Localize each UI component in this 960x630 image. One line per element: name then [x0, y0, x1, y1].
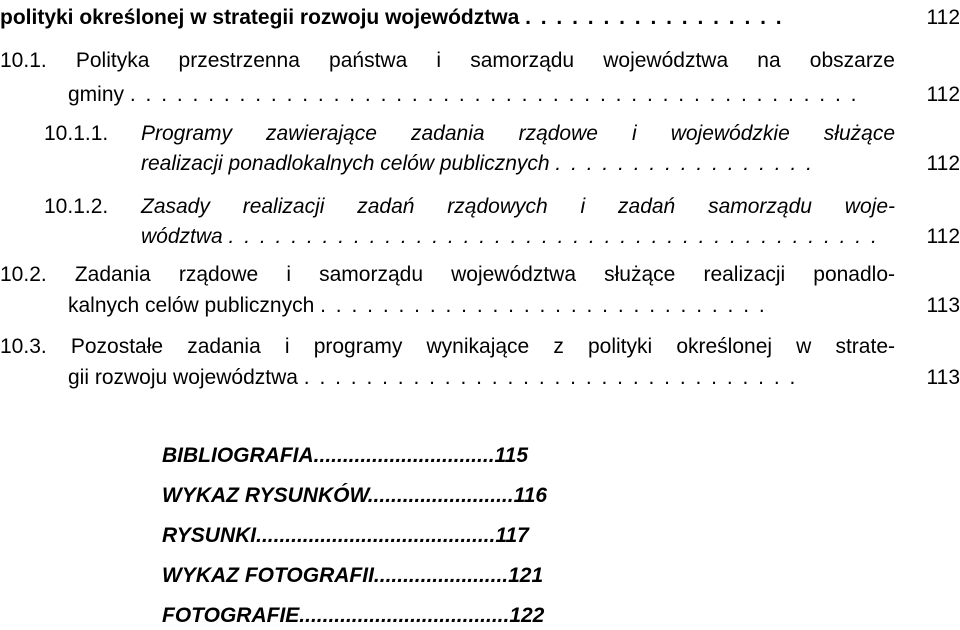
- toc-entry-text: wództwa: [141, 225, 223, 248]
- toc-entry-10-1: 10.1. Polityka przestrzenna państwa i samorządu województwa na obszarze: [0, 49, 895, 72]
- toc-entry-text: polityki określonej w strategii rozwoju województwa: [0, 6, 520, 29]
- toc-dot-leader: . . . . . . . . . . . . . . . . .: [525, 6, 784, 29]
- toc-entry-10-1-2-cont: [141, 223, 879, 251]
- toc-entry-text: kalnych celów publicznych: [68, 294, 315, 317]
- toc-fotografie: FOTOGRAFIE....................................122: [162, 604, 545, 627]
- page-number: 113: [926, 366, 960, 389]
- toc-entry-number: 10.1.1.: [44, 122, 109, 145]
- toc-entry-text: realizacji ponadlokalnych celów publicznych: [141, 152, 550, 175]
- toc-rysunki: RYSUNKI.........................................117: [162, 524, 529, 547]
- toc-entry-title: [0, 4, 784, 32]
- toc-dot-leader: . . . . . . . . . . . . . . . . . . . . . . . . . . . . . . . . . . . . . . . . . .: [228, 225, 879, 248]
- page-number: 112: [926, 152, 960, 175]
- toc-dot-leader: . . . . . . . . . . . . . . . . . . . . . . . . . . . . . . . . . . . . . . . . . . . . . . .: [129, 83, 859, 106]
- toc-entry-number: 10.1.2.: [44, 195, 109, 218]
- toc-entry-10-3-cont: [68, 364, 797, 392]
- toc-entry-10-1-2: Zasady realizacji zadań rządowych i zadań samorządu woje-: [141, 195, 895, 218]
- page-number: 113: [926, 294, 960, 317]
- page-number: 112: [926, 225, 960, 248]
- toc-wykaz-fotografii: WYKAZ FOTOGRAFII.......................121: [162, 564, 544, 587]
- toc-bibliografia: BIBLIOGRAFIA...............................115: [162, 444, 529, 467]
- toc-entry-text: gii rozwoju województwa: [68, 366, 298, 389]
- toc-dot-leader: . . . . . . . . . . . . . . . . . . . . . . . . . . . . . . . .: [303, 366, 798, 389]
- page-number: 112: [926, 6, 960, 29]
- toc-wykaz-rysunkow: WYKAZ RYSUNKÓW.........................116: [162, 484, 548, 507]
- page-number: 112: [926, 83, 960, 106]
- toc-entry-text: gminy: [68, 83, 125, 106]
- toc-dot-leader: . . . . . . . . . . . . . . . . . . . . . . . . . . . . .: [320, 294, 767, 317]
- toc-entry-10-3: 10.3. Pozostałe zadania i programy wynikające z polityki określonej w strate-: [0, 335, 895, 358]
- toc-entry-10-2-cont: [68, 292, 767, 320]
- toc-entry-10-2: 10.2. Zadania rządowe i samorządu województwa służące realizacji ponadlo-: [0, 263, 895, 286]
- toc-dot-leader: . . . . . . . . . . . . . . . . .: [555, 152, 814, 175]
- toc-entry-10-1-1-cont: [141, 150, 814, 178]
- toc-entry-10-1-1: Programy zawierające zadania rządowe i wojewódzkie służące: [141, 122, 895, 145]
- toc-entry-10-1-cont: [68, 81, 858, 109]
